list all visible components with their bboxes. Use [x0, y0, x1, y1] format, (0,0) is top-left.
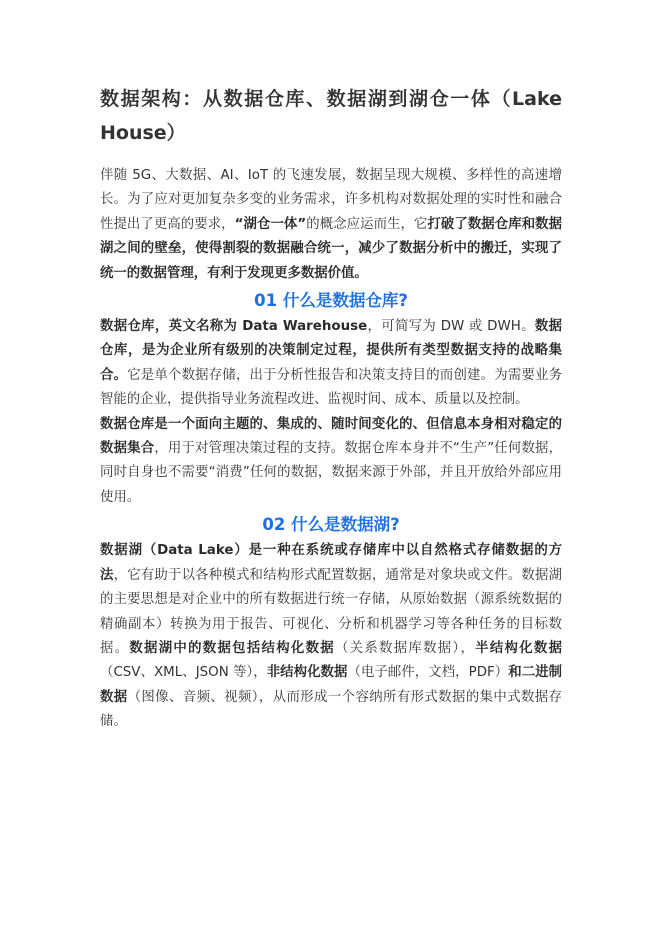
dl-description-text: ，它有助于以各种模式和结构形式配置数据，通常是对象块或文件。数据湖的主要思想是对企业中的所有数据进行统一存储，从原始数据（源系统数据的精确副本）转换为用于报告、可视化、分析和机器学习等各种任务的目标数据。 — [100, 567, 563, 656]
dw-strategy-bold: 数据仓库，是为企业所有级别的决策制定过程，提供所有类型数据支持的战略集合。 — [100, 319, 562, 383]
article — [100, 82, 562, 735]
dl-semistructured-text: （CSV、XML、JSON 等）， — [100, 665, 267, 681]
dw-support-text: ，用于对管理决策过程的支持。数据仓库本身并不“生产”任何数据，同时自身也不需要“消费”任何的数据，数据来源于外部，并且开放给外部应用使用。 — [100, 441, 562, 505]
dl-structured-bold: 数据湖中的数据包括结构化数据 — [129, 640, 335, 656]
dl-structured-text: （关系数据库数据）， — [335, 640, 476, 656]
dw-definition-bold: 数据仓库，英文名称为 Data Warehouse — [100, 319, 368, 335]
intro-paragraph — [100, 164, 562, 286]
dw-purpose-text: 它是单个数据存储，出于分析性报告和决策支持目的而创建。为需要业务智能的企业，提供指导业务流程改进、监视时间、成本、质量以及控制。 — [100, 367, 563, 408]
dl-semistructured-bold: 半结构化数据 — [475, 640, 562, 656]
dl-definition-bold: 数据湖（Data Lake）是一种在系统或存储库中以自然格式存储数据的方法 — [100, 543, 562, 583]
intro-bold-statement: 打破了数据仓库和数据湖之间的壁垒，使得割裂的数据融合统一，减少了数据分析中的搬迁，实现了统一的数据管理，有利于发现更多数据价值。 — [100, 216, 563, 281]
article-title: 数据架构：从数据仓库、数据湖到湖仓一体（Lake House） — [100, 88, 562, 144]
intro-lakehouse-term: “湖仓一体” — [234, 216, 307, 232]
dl-binary-bold: 和二进制数据 — [100, 665, 563, 705]
dw-abbrev-text: ，可简写为 DW 或 DWH。 — [367, 319, 535, 335]
dl-binary-text: （图像、音频、视频），从而形成一个容纳所有形式数据的集中式数据存储。 — [100, 689, 562, 730]
intro-text-2: 的概念应运而生，它 — [306, 216, 428, 232]
intro-text-1: 伴随 5G、大数据、AI、IoT 的飞速发展，数据呈现大规模、多样性的高速增长。为了应对更加复杂多变的业务需求，许多机构对数据处理的实时性和融合性提出了更高的要求， — [100, 168, 562, 232]
dl-unstructured-bold: 非结构化数据 — [266, 665, 348, 681]
section1-heading: 01 什么是数据仓库? — [254, 291, 408, 311]
section1-paragraph-1 — [100, 315, 562, 413]
dw-subject-bold: 数据仓库是一个面向主题的、集成的、随时间变化的、但信息本身相对稳定的数据集合 — [100, 416, 562, 457]
dl-unstructured-text: （电子邮件，文档，PDF） — [347, 665, 509, 681]
section2-heading: 02 什么是数据湖? — [262, 515, 400, 535]
section1-paragraph-2 — [100, 413, 562, 511]
section2-paragraph-1 — [100, 539, 562, 734]
